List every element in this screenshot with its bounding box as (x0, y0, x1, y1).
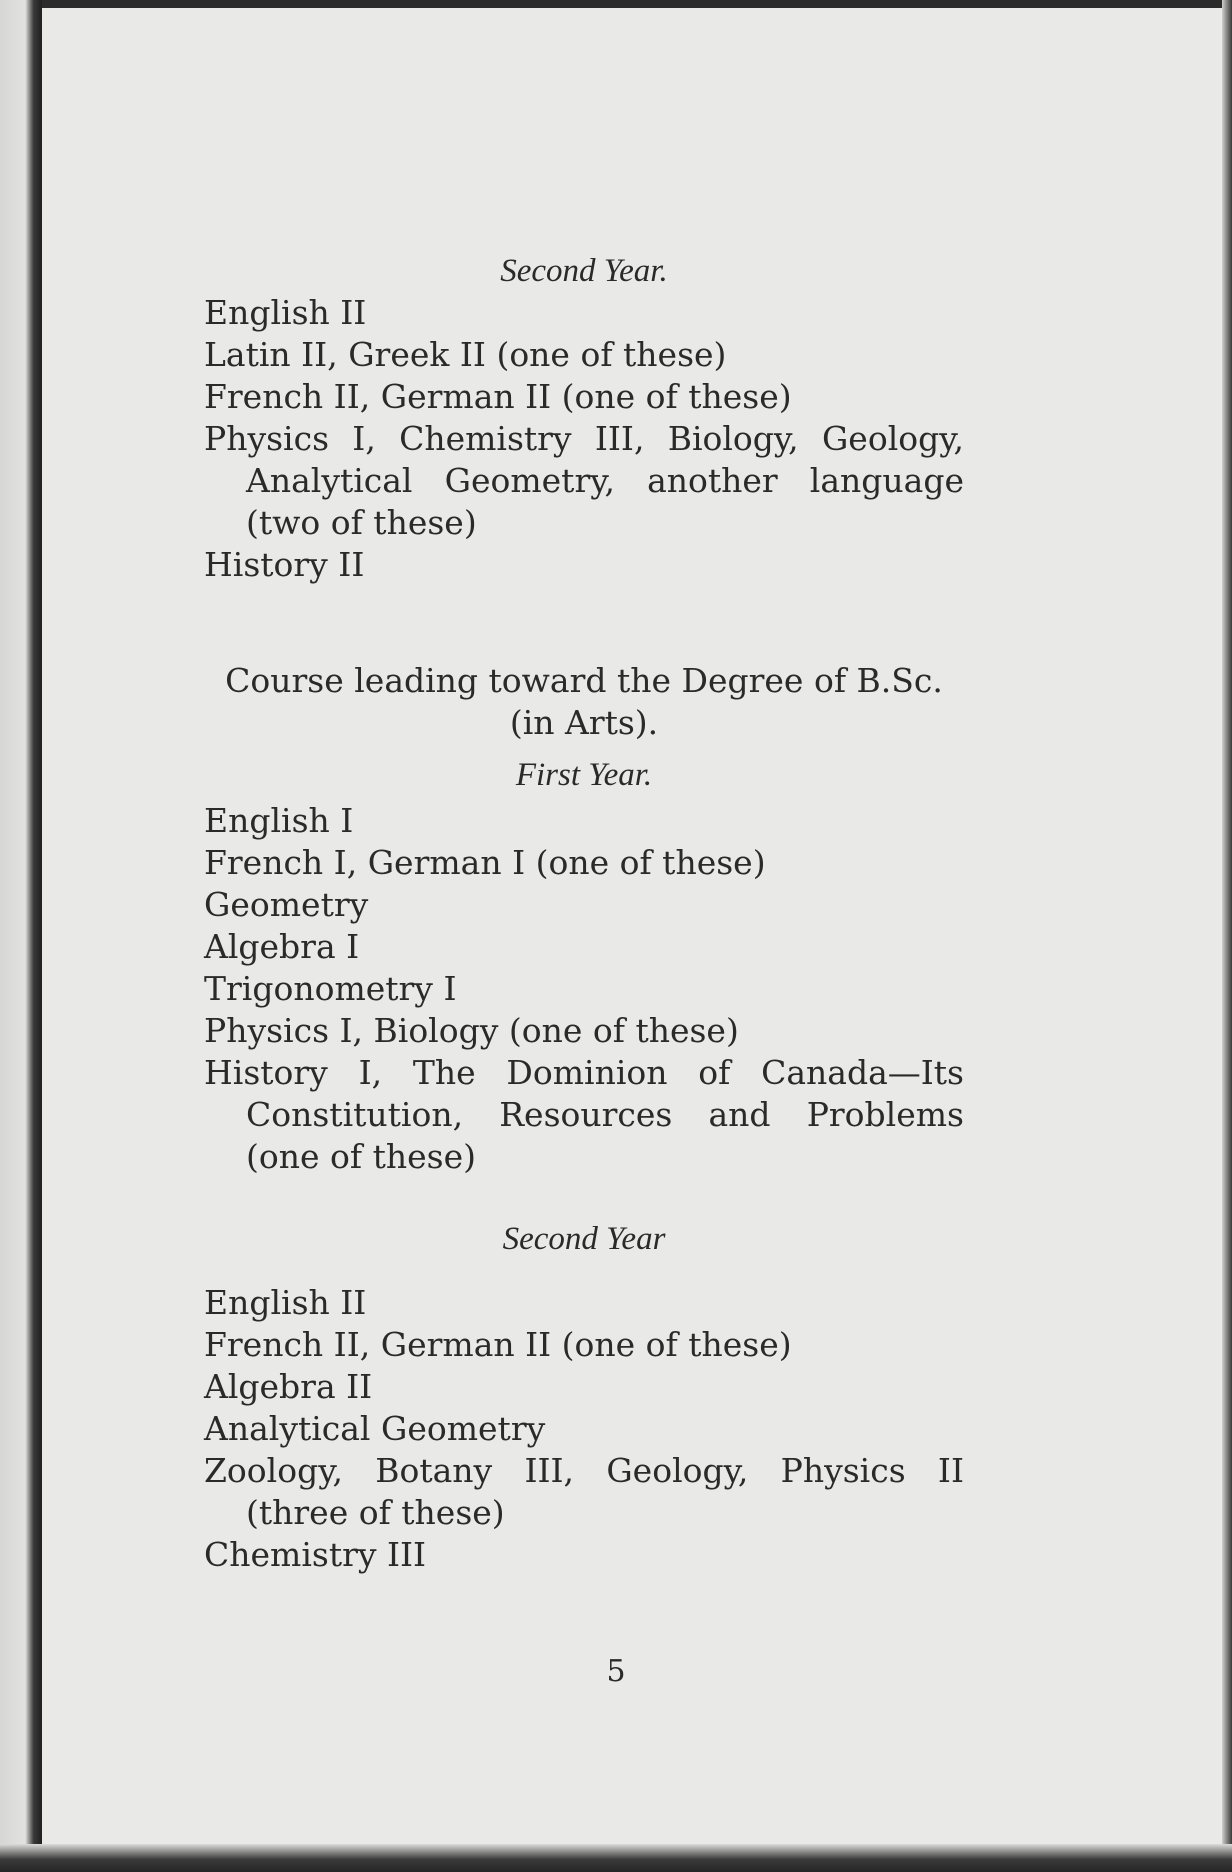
list-item: Zoology, Botany III, Geology, Physics II (three of these) (204, 1451, 964, 1532)
list-item: French I, German I (one of these) (204, 843, 766, 882)
list-item: French II, German II (one of these) (204, 1325, 792, 1364)
course-list-first-year (204, 800, 964, 1178)
page-bottom-edge (0, 1844, 1232, 1872)
course-list-second-year-bsc (204, 1282, 964, 1576)
page-content (204, 250, 964, 1576)
list-item: Algebra I (204, 927, 360, 966)
course-subtitle: (in Arts). (509, 703, 659, 742)
list-item: Algebra II (204, 1367, 373, 1406)
page-number: 5 (606, 1654, 626, 1689)
list-item: Analytical Geometry (204, 1409, 546, 1448)
list-item: History I, The Dominion of Canada—Its Constitution, Resources and Problems (one of these) (204, 1053, 964, 1176)
list-item: Trigonometry I (204, 969, 457, 1008)
page-top-edge (0, 0, 1232, 8)
section-heading-second-year: Second Year. (500, 253, 668, 289)
book-spine (0, 0, 42, 1872)
list-item: French II, German II (one of these) (204, 377, 792, 416)
list-item: Physics I, Chemistry III, Biology, Geology, Analytical Geometry, another language (two of these) (204, 419, 964, 542)
section-heading-second-year-bsc: Second Year (502, 1221, 666, 1257)
list-item: Geometry (204, 885, 369, 924)
section-heading-first-year: First Year. (515, 757, 653, 793)
list-item: Latin II, Greek II (one of these) (204, 335, 727, 374)
list-item: History II (204, 545, 365, 584)
list-item: Chemistry III (204, 1535, 427, 1574)
list-item: Physics I, Biology (one of these) (204, 1011, 739, 1050)
list-item: English I (204, 801, 354, 840)
list-item: English II (204, 1283, 367, 1322)
course-title: Course leading toward the Degree of B.Sc. (225, 661, 943, 700)
course-list-second-year (204, 292, 964, 586)
list-item: English II (204, 293, 367, 332)
page-right-edge (1222, 0, 1232, 1872)
